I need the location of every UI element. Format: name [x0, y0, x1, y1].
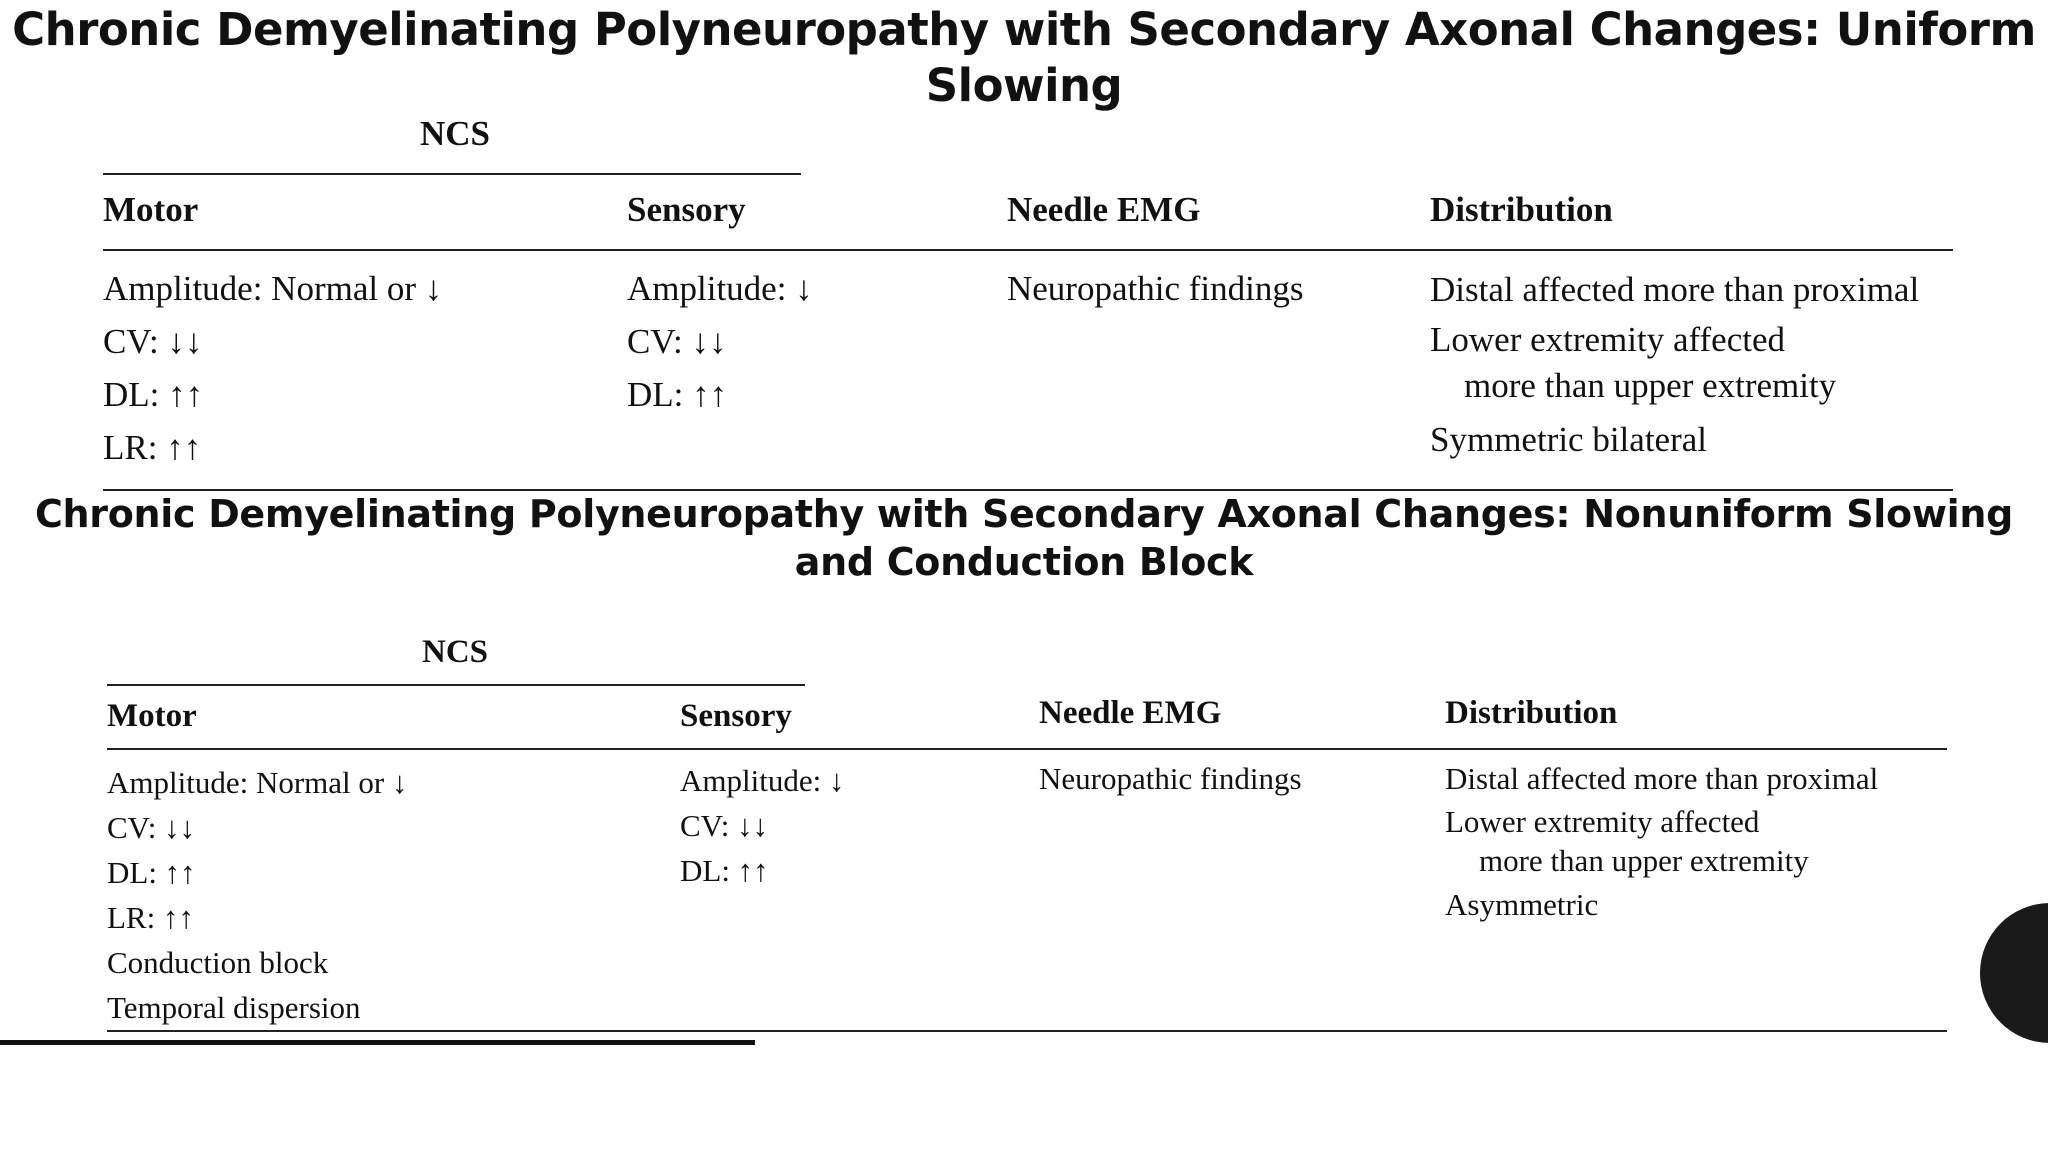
table-1-sensory-line: DL: ↑↑	[627, 375, 728, 414]
table-1-distribution-cell	[1430, 262, 1919, 471]
table-1-ncs-header: NCS	[420, 114, 491, 153]
table-2-motor-line: DL: ↑↑	[107, 855, 196, 890]
table-2-distribution-line: Lower extremity affected	[1445, 804, 1760, 839]
table-2-distribution-line: Distal affected more than proximal	[1445, 761, 1879, 796]
table-1-distribution-line: Distal affected more than proximal	[1430, 270, 1920, 309]
table-1-motor-line: Amplitude: Normal or ↓	[103, 269, 443, 308]
table-1-sensory-line: Amplitude: ↓	[627, 269, 813, 308]
table-2-sensory-line: CV: ↓↓	[680, 808, 769, 843]
table-2-motor-line: Temporal dispersion	[107, 990, 361, 1025]
table-2-needle-line: Neuropathic findings	[1039, 761, 1302, 796]
table-2-motor-line: Conduction block	[107, 945, 329, 980]
decorative-circle	[1980, 903, 2048, 1043]
table-2-header-needle-emg: Needle EMG	[1039, 695, 1222, 731]
bottom-accent-bar	[0, 1040, 755, 1045]
table-2-header-sensory: Sensory	[680, 698, 792, 734]
table-2-ncs-rule	[107, 684, 805, 686]
table-1-distribution-line: more than upper extremity	[1464, 366, 1837, 405]
table-2-sensory-cell	[680, 758, 844, 893]
table-2-motor-cell	[107, 760, 407, 1030]
table-2-distribution-line: more than upper extremity	[1479, 843, 1809, 878]
table-2-sensory-line: Amplitude: ↓	[680, 763, 845, 798]
table-1-header-needle-emg: Needle EMG	[1007, 190, 1201, 229]
table-1-distribution-line: Symmetric bilateral	[1430, 420, 1707, 459]
table-2-sensory-line: DL: ↑↑	[680, 853, 769, 888]
table-2-bottom-rule	[107, 1030, 1947, 1032]
table-2-motor-line: LR: ↑↑	[107, 900, 194, 935]
table-1-title: Chronic Demyelinating Polyneuropathy with Secondary Axonal Changes: Uniform Slowing	[12, 3, 2036, 112]
table-2-ncs-header: NCS	[422, 634, 489, 670]
table-1-motor-line: DL: ↑↑	[103, 375, 204, 414]
table-1-needle-cell	[1007, 262, 1303, 315]
table-2-header-rule	[107, 748, 1947, 750]
table-1-motor-cell	[103, 262, 442, 474]
table-2-motor-line: Amplitude: Normal or ↓	[107, 765, 408, 800]
table-1-motor-line: CV: ↓↓	[103, 322, 203, 361]
table-2-motor-line: CV: ↓↓	[107, 810, 196, 845]
table-2-title	[0, 490, 2048, 586]
table-2-distribution-line: Asymmetric	[1445, 887, 1599, 922]
table-1-motor-line: LR: ↑↑	[103, 428, 202, 467]
table-2-header-distribution: Distribution	[1445, 695, 1618, 731]
table-1-ncs-rule	[103, 173, 801, 175]
table-2-title-line-1: Chronic Demyelinating Polyneuropathy with Secondary Axonal Changes: Nonuniform Slowing	[34, 492, 2014, 536]
table-2-header-motor: Motor	[107, 698, 197, 734]
table-2-distribution-cell	[1445, 755, 1878, 930]
table-1-sensory-cell	[627, 262, 813, 421]
table-1-sensory-line: CV: ↓↓	[627, 322, 727, 361]
table-1-header-sensory: Sensory	[627, 190, 746, 229]
table-2-title-line-2: and Conduction Block	[794, 540, 1254, 584]
table-1-distribution-line: Lower extremity affected	[1430, 320, 1786, 359]
table-1-header-motor: Motor	[103, 190, 199, 229]
table-1-header-rule	[103, 249, 1953, 251]
table-1-header-distribution: Distribution	[1430, 190, 1613, 229]
table-1-needle-line: Neuropathic findings	[1007, 269, 1304, 308]
table-2-needle-cell	[1039, 756, 1302, 801]
